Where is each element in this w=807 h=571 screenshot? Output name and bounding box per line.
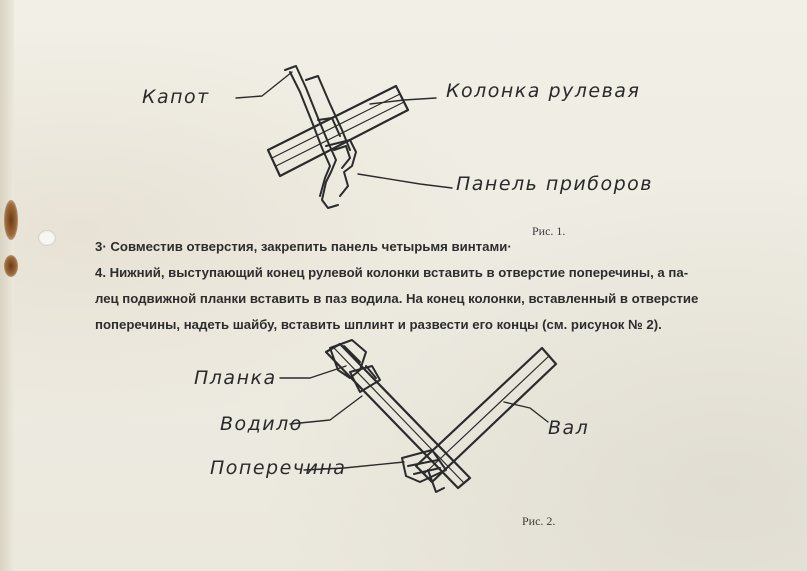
figure1-label-column: Колонка рулевая [446,80,641,102]
step-3-text: 3· Совместив отверстия, закрепить панель четырьмя винтами· [95,239,512,254]
figure2-label-carrier: Водило [220,413,303,435]
figure2-label-shaft: Вал [548,417,590,439]
step-4-line-1: 4. Нижний, выступающий конец рулевой колонки вставить в отверстие поперечины, а па- [95,265,689,280]
figure2-label-plate: Планка [194,367,277,389]
step-4-line-3: поперечины, надеть шайбу, вставить шплинт и развести его концы (см. рисунок № 2). [95,317,662,332]
figure-1-caption: Рис. 1. [532,224,566,238]
figure1-label-hood: Капот [142,86,210,108]
step-4-line-2: лец подвижной планки вставить в паз водила. На конец колонки, вставленный в отверстие [95,291,699,306]
figure-2-caption: Рис. 2. [522,514,556,528]
figure1-label-panel: Панель приборов [456,173,653,195]
figure2-label-crossbar: Поперечина [210,457,347,479]
